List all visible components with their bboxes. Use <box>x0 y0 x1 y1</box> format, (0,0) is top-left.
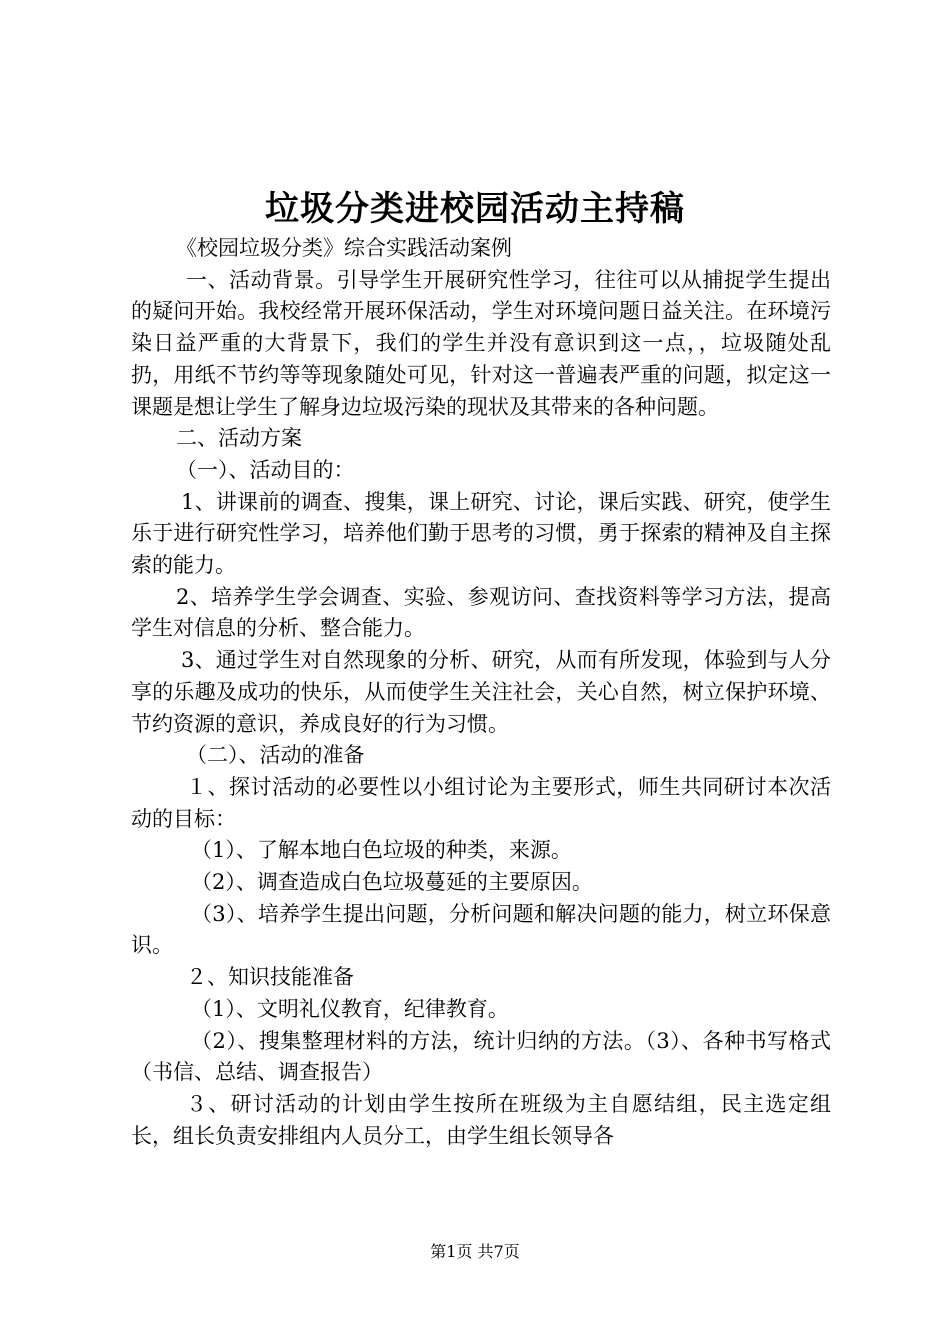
paragraph-goal-2: 2、培养学生学会调查、实验、参观访问、查找资料等学习方法，提高学生对信息的分析、整合能力。 <box>131 584 831 641</box>
paragraph-prep-2-item-1: （1）、文明礼仪教育，纪律教育。 <box>191 996 509 1021</box>
paragraph-prep-3: ３、研讨活动的计划由学生按所在班级为主自愿结组，民主选定组长，组长负责安排组内人员分工，由学生组长领导各 <box>131 1091 831 1148</box>
paragraph-background: 一、活动背景。引导学生开展研究性学习，往往可以从捕捉学生提出的疑问开始。我校经常开展环保活动，学生对环境问题日益关注。在环境污染日益严重的大背景下，我们的学生并没有意识到这一点，，垃圾随处乱扔，用纸不节约等等现象随处可见，针对这一普遍表严重的问题，拟定这一课题是想让学生了解身边垃圾污染的现状及其带来的各种问题。 <box>131 267 831 419</box>
paragraph-case-title: 《校园垃圾分类》综合实践活动案例 <box>176 236 512 260</box>
page-number-footer: 第1页 共7页 <box>430 1242 520 1261</box>
paragraph-prep-1-item-2: （2）、调查造成白色垃圾蔓延的主要原因。 <box>191 870 593 895</box>
paragraph-goal-heading: （一）、活动目的： <box>176 457 355 482</box>
paragraph-plan-heading: 二、活动方案 <box>176 426 302 451</box>
paragraph-prep-heading: （二）、活动的准备 <box>186 743 365 768</box>
paragraph-goal-1: 1、讲课前的调查、搜集，课上研究、讨论，课后实践、研究，使学生乐于进行研究性学习，培养他们勤于思考的习惯，勇于探索的精神及自主探索的能力。 <box>131 489 831 578</box>
paragraph-prep-1: １、探讨活动的必要性以小组讨论为主要形式，师生共同研讨本次活动的目标： <box>131 774 831 831</box>
paragraph-prep-1-item-3: （3）、培养学生提出问题，分析问题和解决问题的能力，树立环保意识。 <box>131 901 831 958</box>
document-title: 垃圾分类进校园活动主持稿 <box>265 189 685 229</box>
document-body <box>131 233 831 1152</box>
paragraph-goal-3: 3、通过学生对自然现象的分析、研究，从而有所发现，体验到与人分享的乐趣及成功的快乐，从而使学生关注社会，关心自然，树立保护环境、节约资源的意识，养成良好的行为习惯。 <box>131 648 831 736</box>
paragraph-prep-1-item-1: （1）、了解本地白色垃圾的种类，来源。 <box>191 838 572 863</box>
paragraph-prep-2-item-2: （2）、搜集整理材料的方法，统计归纳的方法。（3）、各种书写格式（书信、总结、调查报告） <box>131 1028 831 1085</box>
paragraph-prep-2: ２、知识技能准备 <box>186 965 354 990</box>
